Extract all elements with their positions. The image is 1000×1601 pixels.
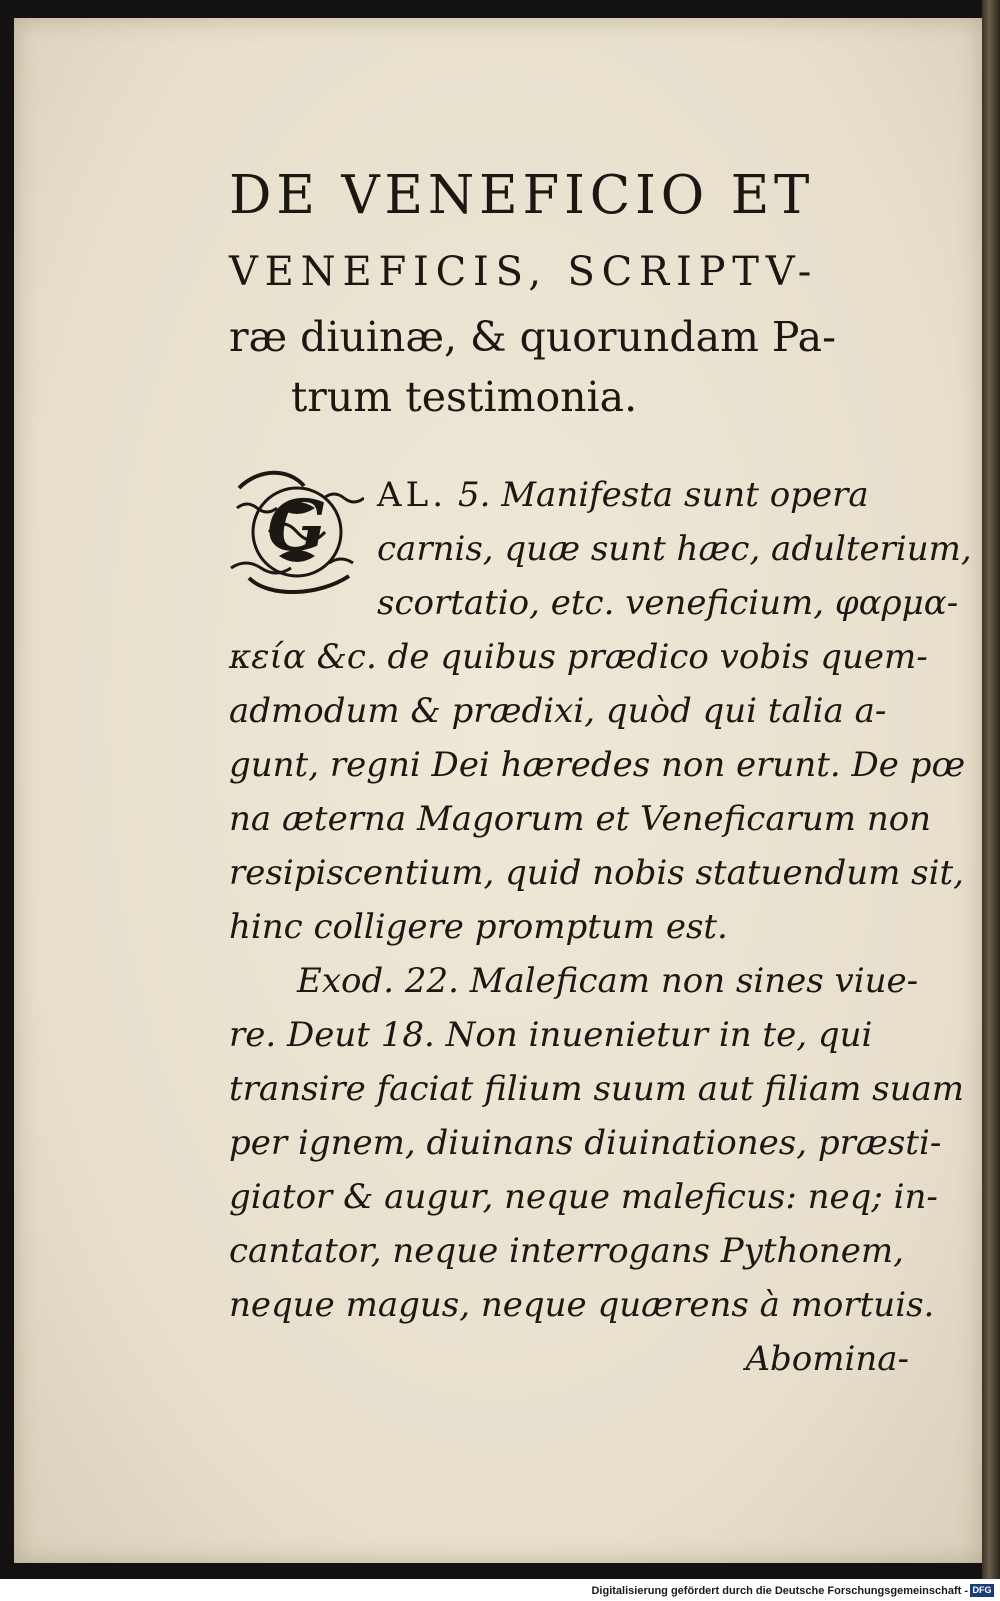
heading-line-3: ræ diuinæ, & quorundam Pa- bbox=[229, 313, 836, 361]
text-line: admodum & prædixi, quòd qui talia a- bbox=[229, 691, 887, 731]
text-line: hinc colligere promptum est. bbox=[229, 907, 728, 947]
decorated-initial-icon bbox=[229, 468, 364, 596]
initial-caps: AL. bbox=[377, 475, 448, 515]
catchword: Abomina- bbox=[745, 1339, 909, 1379]
text-line: scortatio, etc. veneficium, φαρμα- bbox=[377, 583, 959, 623]
paragraph-exodus bbox=[229, 954, 965, 1332]
text-line: na æterna Magorum et Veneficarum non bbox=[229, 799, 932, 839]
page-text bbox=[229, 156, 972, 1386]
chapter-heading bbox=[229, 156, 919, 428]
dropcap-letter: G bbox=[267, 484, 327, 567]
book-spine bbox=[982, 0, 1000, 1580]
text-line: gunt, regni Dei hæredes non erunt. De pœ bbox=[229, 745, 966, 785]
book-page bbox=[14, 18, 982, 1563]
text-line: κεία &c. de quibus prædico vobis quem- bbox=[229, 637, 928, 677]
body-text bbox=[229, 468, 972, 1386]
text-line: per ignem, diuinans diuinationes, præsti- bbox=[229, 1123, 942, 1163]
heading-line-1: DE VENEFICIO ET bbox=[229, 165, 815, 226]
text-line: resipiscentium, quid nobis statuendum sit, bbox=[229, 853, 964, 893]
text-line: Exod. 22. Maleficam non sines viue- bbox=[297, 961, 919, 1001]
text-line: neque magus, neque quærens à mortuis. bbox=[229, 1285, 935, 1325]
text-line: re. Deut 18. Non inuenietur in te, qui bbox=[229, 1015, 873, 1055]
footer-credit: Digitalisierung gefördert durch die Deutsche Forschungsgemeinschaft - bbox=[591, 1585, 968, 1597]
text-line: carnis, quæ sunt hæc, adulterium, bbox=[377, 529, 972, 569]
heading-line-2: VENEFICIS, SCRIPTV- bbox=[229, 249, 819, 295]
line-rest: 5. Manifesta sunt opera bbox=[458, 475, 869, 515]
heading-line-4: trum testimonia. bbox=[290, 373, 638, 421]
text-line: transire faciat filium suum aut filiam suam bbox=[229, 1069, 965, 1109]
digitization-footer bbox=[0, 1579, 1000, 1601]
text-line: cantator, neque interrogans Pythonem, bbox=[229, 1231, 904, 1271]
paragraph-galatians bbox=[229, 468, 972, 954]
text-line: giator & augur, neque maleficus: neq; in- bbox=[229, 1177, 938, 1217]
dfg-logo-icon: DFG bbox=[970, 1584, 994, 1597]
